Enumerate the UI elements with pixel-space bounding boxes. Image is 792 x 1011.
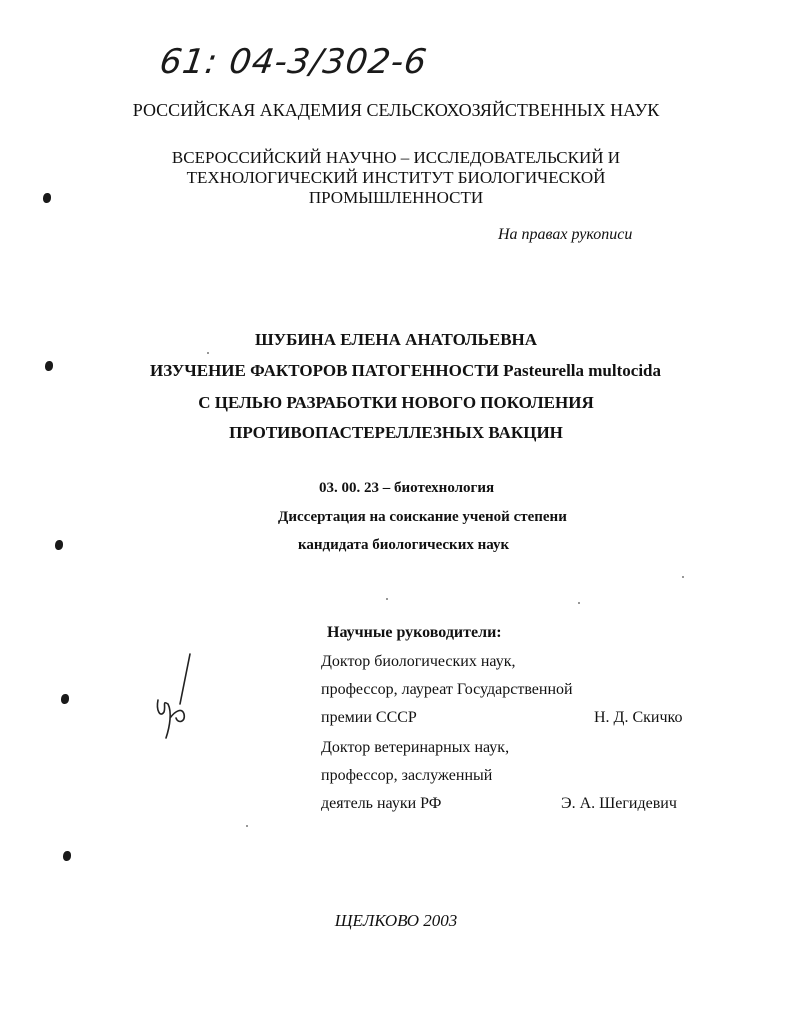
institute-line-2: ТЕХНОЛОГИЧЕСКИЙ ИНСТИТУТ БИОЛОГИЧЕСКОЙ bbox=[186, 168, 606, 187]
supervisor-2-line-1: Доктор ветеринарных наук, bbox=[321, 739, 510, 756]
scan-speck bbox=[386, 598, 388, 600]
supervisor-2-name: Э. А. Шегидевич bbox=[561, 795, 677, 812]
author-name: ШУБИНА ЕЛЕНА АНАТОЛЬЕВНА bbox=[254, 330, 538, 349]
rights-note: На правах рукописи bbox=[498, 226, 633, 243]
specialty-code: 03. 00. 23 – биотехнология bbox=[319, 480, 495, 496]
scan-speck bbox=[246, 825, 248, 827]
binding-hole-mark bbox=[61, 694, 69, 704]
scan-speck bbox=[578, 602, 580, 604]
binding-hole-mark bbox=[55, 540, 63, 550]
handwritten-signature bbox=[148, 652, 198, 747]
supervisor-1-line-1: Доктор биологических наук, bbox=[321, 653, 516, 670]
degree-line-1: Диссертация на соискание ученой степени bbox=[278, 509, 567, 525]
supervisor-2-line-3: деятель науки РФ bbox=[321, 795, 442, 812]
institute-line-1: ВСЕРОССИЙСКИЙ НАУЧНО – ИССЛЕДОВАТЕЛЬСКИЙ И bbox=[171, 148, 621, 167]
thesis-title-line-2: С ЦЕЛЬЮ РАЗРАБОТКИ НОВОГО ПОКОЛЕНИЯ bbox=[198, 393, 594, 412]
thesis-title-line-1: ИЗУЧЕНИЕ ФАКТОРОВ ПАТОГЕННОСТИ Pasteurella multocida bbox=[150, 361, 661, 380]
supervisor-2-line-2: профессор, заслуженный bbox=[321, 767, 493, 784]
binding-hole-mark bbox=[43, 193, 51, 203]
supervisors-heading: Научные руководители: bbox=[327, 624, 502, 641]
thesis-title-line-3: ПРОТИВОПАСТЕРЕЛЛЕЗНЫХ ВАКЦИН bbox=[229, 423, 563, 442]
supervisor-1-line-2: профессор, лауреат Государственной bbox=[321, 681, 573, 698]
binding-hole-mark bbox=[45, 361, 53, 371]
supervisor-1-line-3: премии СССР bbox=[321, 709, 417, 726]
degree-line-2: кандидата биологических наук bbox=[298, 537, 510, 553]
binding-hole-mark bbox=[63, 851, 71, 861]
institute-line-3: ПРОМЫШЛЕННОСТИ bbox=[308, 188, 484, 207]
place-year: ЩЕЛКОВО 2003 bbox=[334, 911, 458, 930]
scan-speck bbox=[682, 576, 684, 578]
scan-speck bbox=[207, 352, 209, 354]
archive-number-handwritten: 61: 04-3/302-6 bbox=[157, 42, 430, 82]
academy-name: РОССИЙСКАЯ АКАДЕМИЯ СЕЛЬСКОХОЗЯЙСТВЕННЫХ НАУК bbox=[132, 100, 660, 120]
supervisor-1-name: Н. Д. Скичко bbox=[594, 709, 683, 726]
